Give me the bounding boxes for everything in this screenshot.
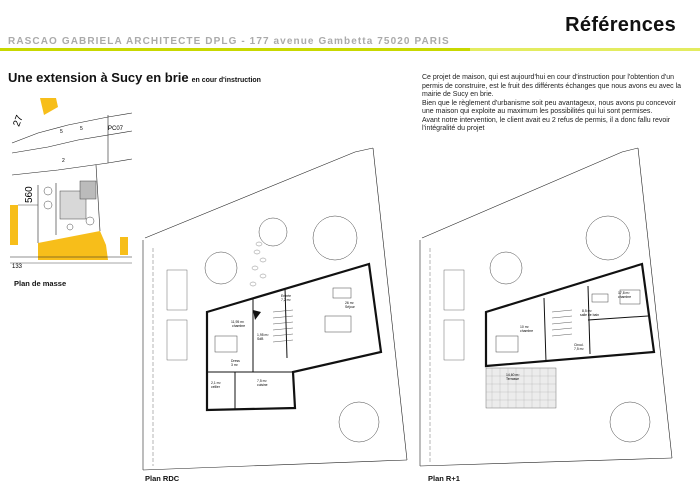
tree-icon xyxy=(67,224,73,230)
project-title-text: Une extension à Sucy en brie xyxy=(8,70,189,85)
site-boundary xyxy=(373,148,407,460)
tree-icon xyxy=(610,402,650,442)
room-area: 1,95 m² xyxy=(257,333,269,337)
plan-r1-drawing xyxy=(412,140,694,475)
room-name: 7,2 m² xyxy=(281,298,291,302)
neighbor-building xyxy=(10,205,18,245)
site-boundary xyxy=(143,460,407,470)
room-area: 2,1 m² xyxy=(211,381,221,385)
room-name: SdB xyxy=(257,337,264,341)
room-name: chambre xyxy=(618,295,632,299)
tree-icon xyxy=(259,218,287,246)
room-area: 17,8 m² xyxy=(618,291,630,295)
room-area: 8,5 m² xyxy=(582,309,592,313)
plan-de-masse-caption: Plan de masse xyxy=(14,279,67,288)
parking-space xyxy=(444,320,464,360)
room-name: cuisine xyxy=(257,383,268,387)
tree-icon xyxy=(339,402,379,442)
tree-icon xyxy=(86,217,94,225)
street-number: 133 xyxy=(12,264,23,270)
room-name: cellier xyxy=(211,385,220,389)
plot-boundary xyxy=(96,165,100,231)
room-area: Entrée xyxy=(281,294,291,298)
room-area: Circul. xyxy=(574,343,584,347)
room-name: Terrasse xyxy=(506,377,520,381)
parking-space xyxy=(167,270,187,310)
plan-r1-caption: Plan R+1 xyxy=(428,474,460,483)
plan-rdc-caption: Plan RDC xyxy=(145,474,180,483)
section-title: Références xyxy=(565,14,676,36)
parcel-label: PC07 xyxy=(108,126,124,132)
plan-de-masse-drawing xyxy=(8,95,133,270)
room-name: chambre xyxy=(520,329,534,333)
neighbor-building xyxy=(38,231,108,260)
neighbor-building xyxy=(120,237,128,255)
house-walls xyxy=(207,264,381,410)
project-description xyxy=(422,74,684,134)
project-status: en cour d'instruction xyxy=(191,77,261,84)
plot-boundary xyxy=(12,131,132,153)
parcel-number: 2 xyxy=(62,158,65,164)
parcel-number: 5 xyxy=(60,129,63,135)
room-name: Séjour xyxy=(345,305,355,309)
parcel-number: 5 xyxy=(80,126,83,132)
tree-icon xyxy=(205,252,237,284)
site-boundary xyxy=(422,148,638,238)
room-area: 11,95 m² xyxy=(231,320,245,324)
tree-icon xyxy=(586,216,630,260)
neighbor-building xyxy=(40,98,58,115)
house-walls xyxy=(486,264,654,366)
room-area: 14,60 m² xyxy=(506,373,520,377)
house-annex xyxy=(80,181,96,199)
tree-icon xyxy=(44,187,52,195)
parcel-number: 560 xyxy=(24,186,35,203)
site-boundary xyxy=(145,148,373,238)
room-area: 7,5 m² xyxy=(257,379,267,383)
tree-icon xyxy=(313,216,357,260)
room-area: 10 m² xyxy=(520,325,529,329)
room-name: 3 m² xyxy=(231,363,238,367)
description-paragraph: Ce projet de maison, qui est aujourd'hui en cour d'instruction pour l'obtention d'un permis de construire, est le fruit des différents échanges que nous avons eu avec la mairie de Sucy en brie. xyxy=(422,74,682,98)
description-paragraph: Bien que le règlement d'urbanisme soit peu avantageux, nous avons pu concevoir une maison qui exploite au maximum les possibilités qui lui sont permises. xyxy=(422,99,676,115)
room-area: 26 m² xyxy=(345,301,354,305)
tree-icon xyxy=(44,201,52,209)
room-name: salle de bain xyxy=(580,313,600,317)
parking-space xyxy=(167,320,187,360)
parking-space xyxy=(444,270,464,310)
room-name: 7,5 m² xyxy=(574,347,584,351)
site-boundary xyxy=(420,458,672,466)
description-paragraph: Avant notre intervention, le client avait eu 2 refus de permis, il a donc fallu revoir l'intégralité du projet xyxy=(422,116,671,132)
room-area: Dress xyxy=(231,359,240,363)
plan-rdc-drawing xyxy=(135,140,420,475)
parcel-number: 27 xyxy=(11,113,26,129)
tree-icon xyxy=(490,252,522,284)
plot-boundary xyxy=(12,159,132,175)
firm-address-line: RASCAO GABRIELA ARCHITECTE DPLG - 177 avenue Gambetta 75020 PARIS xyxy=(8,36,450,47)
garden-pebbles xyxy=(250,242,266,286)
project-title xyxy=(8,70,261,85)
terrace xyxy=(486,368,556,408)
room-name: chambre xyxy=(232,324,246,328)
header-rule-accent xyxy=(0,48,470,51)
